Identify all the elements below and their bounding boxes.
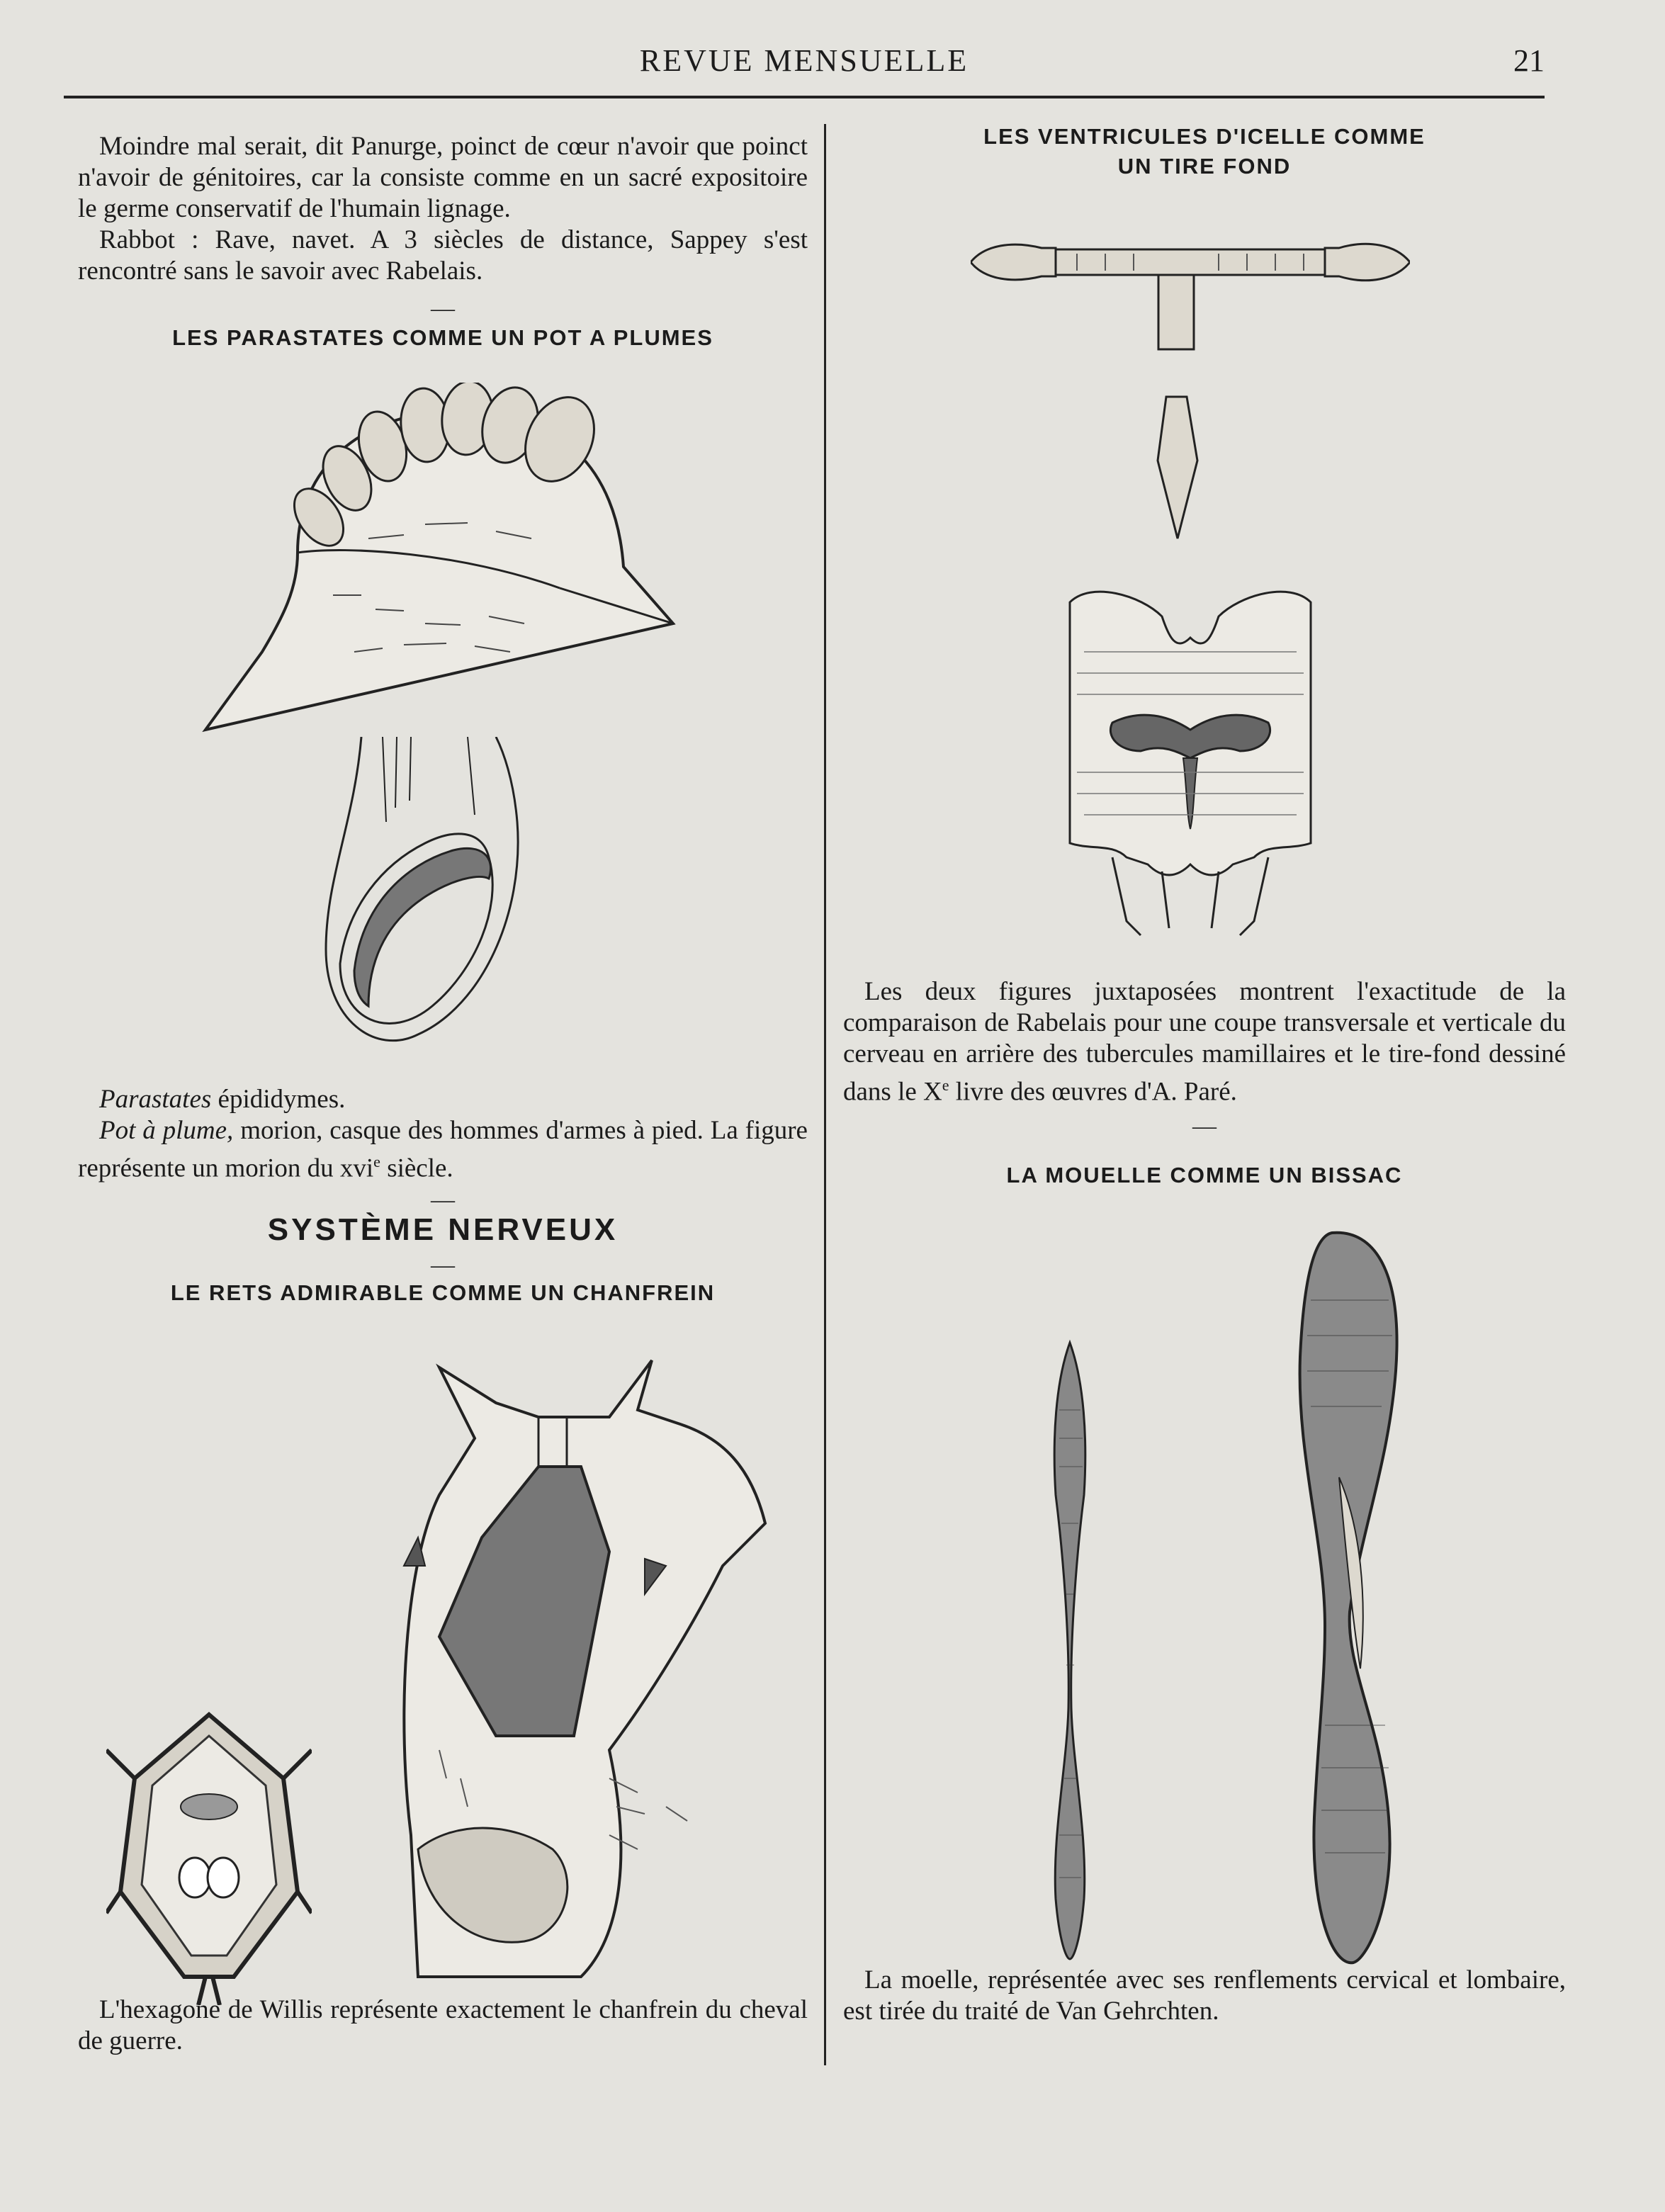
column-divider bbox=[824, 124, 826, 2065]
parastates-term: Parastates bbox=[99, 1085, 212, 1114]
spinal-cord-bissac-figure bbox=[1282, 1229, 1424, 1966]
tire-fond-figure bbox=[971, 227, 1410, 546]
brain-section-figure bbox=[1063, 581, 1318, 949]
separator-3: — bbox=[431, 1252, 455, 1279]
parastates-caption bbox=[78, 1084, 808, 1306]
parastates-def: épididymes. bbox=[211, 1085, 346, 1114]
morion-helmet-figure bbox=[191, 383, 687, 751]
parastates-line bbox=[78, 1084, 808, 1115]
heading-ventricules-2: UN TIRE FOND bbox=[1117, 154, 1292, 179]
ventricules-paragraph bbox=[843, 976, 1566, 1107]
pot-sup: e bbox=[373, 1153, 380, 1170]
rabbot-paragraph: Rabbot : Rave, navet. A 3 siècles de distance, Sappey s'est rencontré sans le savoir avec Rabelais. bbox=[78, 225, 808, 286]
header-rule bbox=[64, 96, 1545, 98]
intro-paragraph: Moindre mal serait, dit Panurge, poinct de cœur n'avoir que poinct n'avoir de génitoires, car la consiste comme en un sacré expositoire le germe conservatif de l'humain lignage. bbox=[78, 132, 808, 223]
heading-rets: LE RETS ADMIRABLE COMME UN CHANFREIN bbox=[170, 1280, 716, 1306]
ventricules-heading-block bbox=[843, 124, 1566, 179]
ventricules-text: Les deux figures juxtaposées montrent l'exactitude de la comparaison de Rabelais pour une coupe transversale et verticale du cerveau en arrière des tubercules mamillaires et le tire-fond dessiné dans le X bbox=[843, 977, 1566, 1107]
moelle-caption bbox=[843, 1965, 1566, 2027]
pot-def: morion, casque des hommes d'armes à pied. La figure représente un morion du xvi bbox=[78, 1116, 808, 1183]
willis-caption bbox=[78, 1994, 808, 2057]
willis-hexagon-figure bbox=[106, 1708, 312, 2005]
willis-paragraph: L'hexagone de Willis représente exactement le chanfrein du cheval de guerre. bbox=[78, 1995, 808, 2055]
epididymis-figure bbox=[312, 737, 546, 1063]
separator-1: — bbox=[431, 295, 455, 322]
spinal-cord-thin-figure bbox=[1027, 1339, 1112, 1963]
ventricules-caption bbox=[843, 976, 1566, 1188]
moelle-paragraph: La moelle, représentée avec ses renflements cervical et lombaire, est tirée du traité de Van Gehrchten. bbox=[843, 1965, 1566, 2026]
page-header bbox=[64, 43, 1545, 85]
section-title: SYSTÈME NERVEUX bbox=[267, 1212, 619, 1248]
ventricules-sup: e bbox=[942, 1076, 949, 1094]
pot-line bbox=[78, 1115, 808, 1184]
heading-moelle: LA MOUELLE COMME UN BISSAC bbox=[1006, 1163, 1403, 1188]
separator-2: — bbox=[431, 1187, 455, 1214]
ventricules-end: livre des œuvres d'A. Paré. bbox=[949, 1077, 1237, 1107]
horse-chanfrein-figure bbox=[397, 1353, 794, 1991]
heading-parastates: LES PARASTATES COMME UN POT A PLUMES bbox=[172, 325, 713, 350]
pot-term: Pot à plume, bbox=[99, 1116, 234, 1145]
pot-end: siècle. bbox=[380, 1153, 453, 1183]
heading-ventricules-1: LES VENTRICULES D'ICELLE COMME bbox=[983, 124, 1426, 149]
journal-title: REVUE MENSUELLE bbox=[639, 43, 969, 78]
page-number: 21 bbox=[1513, 43, 1545, 78]
intro-block bbox=[78, 131, 808, 351]
separator-4: — bbox=[1192, 1113, 1217, 1140]
